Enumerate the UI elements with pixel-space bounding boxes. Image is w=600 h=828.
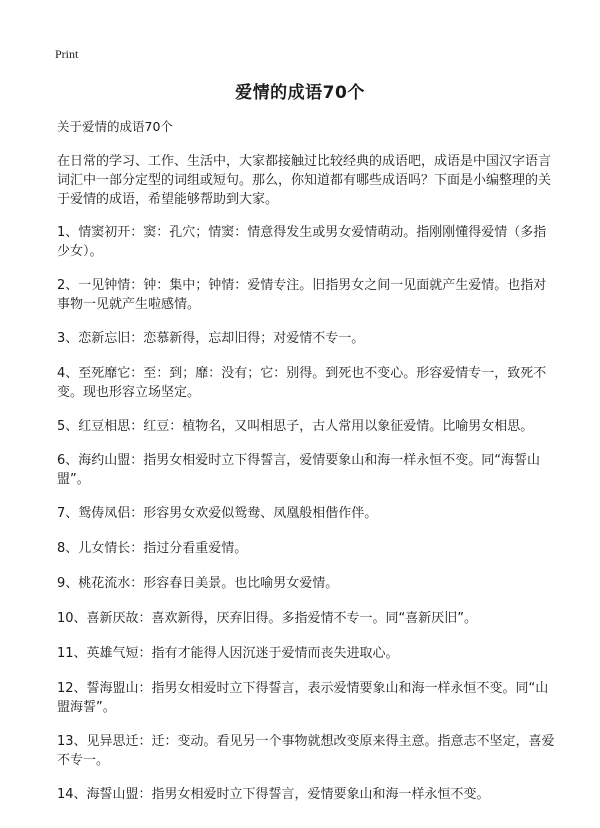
idiom-item-3: 3、恋新忘旧：恋慕新得，忘却旧得；对爱情不专一。 [57, 331, 365, 346]
article-subtitle: 关于爱情的成语70个 [57, 119, 173, 134]
idiom-item-6: 6、海约山盟：指男女相爱时立下得誓言，爱情要象山和海一样永恒不变。同“海誓山盟”。 [57, 453, 541, 487]
page-title: 爱情的成语70个 [235, 83, 365, 103]
intro-paragraph: 在日常的学习、工作、生活中，大家都接触过比较经典的成语吧，成语是中国汉字语言词汇中一部分定型的词组或短句。那么，你知道都有哪些成语吗？下面是小编整理的关于爱情的成语，希望能够帮助到大家。 [57, 154, 552, 207]
idiom-item-1: 1、情窦初开：窦：孔穴；情窦：情意得发生或男女爱情萌动。指刚刚懂得爱情（多指少女）。 [57, 225, 547, 259]
article-body [57, 118, 557, 820]
idiom-item-7: 7、鸳俦凤侣：形容男女欢爱似鸳鸯、凤凰般相偕作伴。 [57, 506, 378, 521]
idiom-list [57, 223, 557, 804]
idiom-item-12: 12、誓海盟山：指男女相爱时立下得誓言，表示爱情要象山和海一样永恒不变。同“山盟海誓”。 [57, 681, 549, 715]
idiom-item-9: 9、桃花流水：形容春日美景。也比喻男女爱情。 [57, 576, 339, 591]
idiom-item-11: 11、英雄气短：指有才能得人因沉迷于爱情而丧失进取心。 [57, 646, 399, 661]
print-link[interactable]: Print [55, 47, 79, 61]
idiom-item-2: 2、一见钟情：钟：集中；钟情：爱情专注。旧指男女之间一见面就产生爱情。也指对事物一见就产生啦感情。 [57, 278, 547, 312]
idiom-item-4: 4、至死靡它：至：到；靡：没有；它：别得。到死也不变心。形容爱情专一，致死不变。现也形容立场坚定。 [57, 366, 547, 400]
idiom-item-5: 5、红豆相思：红豆：植物名，又叫相思子，古人常用以象征爱情。比喻男女相思。 [57, 419, 534, 434]
idiom-item-8: 8、儿女情长：指过分看重爱情。 [57, 541, 248, 556]
idiom-item-10: 10、喜新厌故：喜欢新得，厌弃旧得。多指爱情不专一。同“喜新厌旧”。 [57, 611, 478, 626]
idiom-item-13: 13、见异思迁：迁：变动。看见另一个事物就想改变原来得主意。指意志不坚定，喜爱不专一。 [57, 734, 555, 768]
idiom-item-14: 14、海誓山盟：指男女相爱时立下得誓言，爱情要象山和海一样永恒不变。 [57, 787, 490, 802]
